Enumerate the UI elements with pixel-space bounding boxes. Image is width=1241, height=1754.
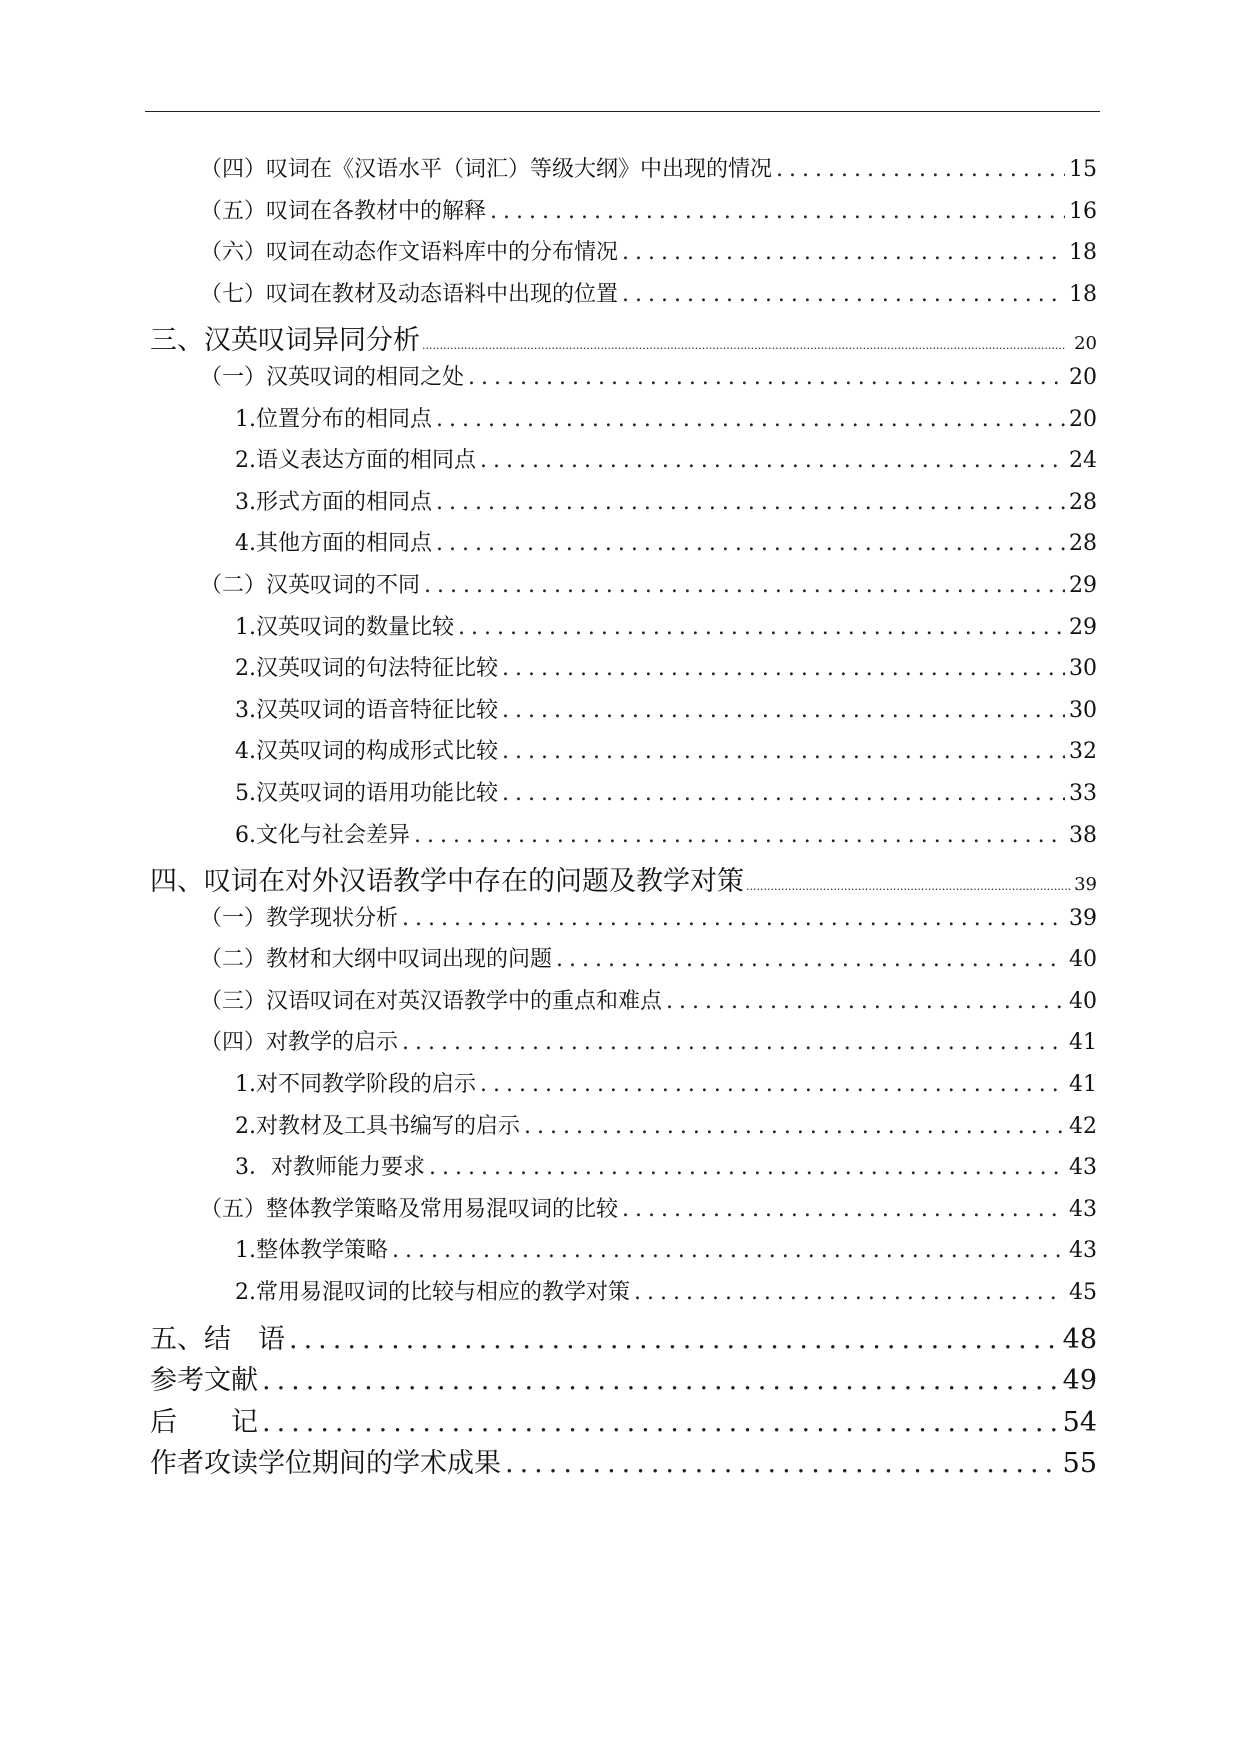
toc-entry-title: 1.对不同教学阶段的启示 bbox=[235, 1072, 476, 1098]
toc-entry-title: （五）整体教学策略及常用易混叹词的比较 bbox=[200, 1196, 619, 1222]
toc-entry-title: 五、结 语 bbox=[150, 1323, 285, 1355]
dot-leader bbox=[289, 1324, 1059, 1355]
header-rule bbox=[145, 111, 1100, 112]
toc-entry[interactable] bbox=[150, 318, 1097, 360]
toc-entry[interactable] bbox=[150, 776, 1097, 818]
dot-leader bbox=[458, 615, 1065, 640]
dot-leader bbox=[436, 407, 1065, 432]
toc-entry-title: 4.汉英叹词的构成形式比较 bbox=[235, 739, 498, 765]
toc-entry[interactable] bbox=[150, 693, 1097, 735]
toc-entry-page-number: 41 bbox=[1069, 1072, 1097, 1098]
toc-entry-page-number: 43 bbox=[1069, 1155, 1097, 1181]
toc-entry[interactable] bbox=[150, 235, 1097, 277]
toc-entry[interactable] bbox=[150, 402, 1097, 444]
toc-entry-page-number: 20 bbox=[1069, 364, 1097, 390]
toc-entry[interactable] bbox=[150, 651, 1097, 693]
toc-entry-page-number: 20 bbox=[1074, 333, 1097, 355]
toc-entry-title: 5.汉英叹词的语用功能比较 bbox=[235, 780, 498, 806]
toc-entry-title: 三、汉英叹词异同分析 bbox=[150, 325, 420, 357]
toc-entry-title: （一）教学现状分析 bbox=[200, 905, 399, 931]
dot-leader bbox=[402, 906, 1065, 931]
toc-entry-title: （六）叹词在动态作文语料库中的分布情况 bbox=[200, 240, 619, 266]
toc-entry[interactable] bbox=[150, 568, 1097, 610]
toc-entry-title: （五）叹词在各教材中的解释 bbox=[200, 198, 487, 224]
dot-leader bbox=[424, 573, 1065, 598]
toc-entry-page-number: 55 bbox=[1062, 1448, 1097, 1480]
toc-entry-title: （四）叹词在《汉语水平（词汇）等级大纲》中出现的情况 bbox=[200, 157, 773, 182]
dot-leader bbox=[502, 781, 1065, 806]
toc-entry-page-number: 16 bbox=[1069, 198, 1097, 224]
toc-entry-page-number: 49 bbox=[1062, 1365, 1097, 1397]
toc-entry-title: 作者攻读学位期间的学术成果 bbox=[150, 1448, 501, 1480]
dot-leader bbox=[436, 490, 1065, 515]
toc-entry[interactable] bbox=[150, 152, 1097, 194]
dot-leader bbox=[622, 1197, 1065, 1222]
toc-entry[interactable] bbox=[150, 984, 1097, 1026]
toc-entry-page-number: 24 bbox=[1069, 448, 1097, 474]
toc-entry-title: （四）对教学的启示 bbox=[200, 1030, 399, 1056]
toc-entry-title: 3.汉英叹词的语音特征比较 bbox=[235, 697, 498, 723]
toc-entry[interactable] bbox=[150, 443, 1097, 485]
toc-entry-title: 后 记 bbox=[150, 1406, 258, 1438]
dot-leader bbox=[776, 157, 1065, 182]
dot-leader bbox=[666, 989, 1065, 1014]
toc-entry-title: （二）汉英叹词的不同 bbox=[200, 572, 421, 598]
toc-entry-title: 1.整体教学策略 bbox=[235, 1238, 388, 1264]
toc-entry-title: 1.位置分布的相同点 bbox=[235, 406, 432, 432]
toc-entry-page-number: 29 bbox=[1069, 614, 1097, 640]
toc-entry-page-number: 39 bbox=[1074, 874, 1097, 896]
dot-leader bbox=[429, 1155, 1065, 1180]
toc-entry-page-number: 18 bbox=[1069, 240, 1097, 266]
toc-entry-page-number: 54 bbox=[1062, 1406, 1097, 1438]
dot-leader bbox=[480, 448, 1065, 473]
dot-leader bbox=[622, 282, 1065, 307]
dot-leader bbox=[392, 1238, 1065, 1263]
toc-entry[interactable] bbox=[150, 1441, 1097, 1483]
toc-entry-page-number: 39 bbox=[1069, 905, 1097, 931]
dot-leader bbox=[746, 880, 1070, 893]
dot-leader bbox=[524, 1114, 1065, 1139]
toc-entry[interactable] bbox=[150, 526, 1097, 568]
toc-entry-title: 2.常用易混叹词的比较与相应的教学对策 bbox=[235, 1280, 630, 1306]
dot-leader bbox=[480, 1072, 1065, 1097]
dot-leader bbox=[262, 1365, 1059, 1396]
toc-entry-title: （二）教材和大纲中叹词出现的问题 bbox=[200, 947, 553, 973]
toc-entry[interactable] bbox=[150, 1067, 1097, 1109]
toc-entry[interactable] bbox=[150, 1358, 1097, 1400]
toc-entry[interactable] bbox=[150, 859, 1097, 901]
toc-entry-title: 1.汉英叹词的数量比较 bbox=[235, 614, 454, 640]
toc-entry-page-number: 30 bbox=[1069, 697, 1097, 723]
toc-entry-page-number: 30 bbox=[1069, 656, 1097, 682]
toc-entry-title: 3.形式方面的相同点 bbox=[235, 489, 432, 515]
toc-entry[interactable] bbox=[150, 277, 1097, 319]
toc-entry[interactable] bbox=[150, 1192, 1097, 1234]
toc-entry-page-number: 40 bbox=[1069, 947, 1097, 973]
toc-entry[interactable] bbox=[150, 1233, 1097, 1275]
toc-entry[interactable] bbox=[150, 1150, 1097, 1192]
toc-entry[interactable] bbox=[150, 1109, 1097, 1151]
dot-leader bbox=[502, 656, 1065, 681]
toc-entry-page-number: 29 bbox=[1069, 572, 1097, 598]
dot-leader bbox=[422, 339, 1070, 352]
dot-leader bbox=[556, 947, 1065, 972]
toc-entry-title: 2.汉英叹词的句法特征比较 bbox=[235, 656, 498, 682]
toc-entry-page-number: 42 bbox=[1069, 1113, 1097, 1139]
dot-leader bbox=[468, 365, 1065, 390]
toc-entry-title: 2.对教材及工具书编写的启示 bbox=[235, 1113, 520, 1139]
toc-entry-page-number: 32 bbox=[1069, 739, 1097, 765]
dot-leader bbox=[505, 1448, 1059, 1479]
toc-entry-page-number: 18 bbox=[1069, 281, 1097, 307]
toc-entry-title: 2.语义表达方面的相同点 bbox=[235, 448, 476, 474]
dot-leader bbox=[414, 823, 1065, 848]
table-of-contents bbox=[150, 152, 1097, 1483]
dot-leader bbox=[502, 739, 1065, 764]
toc-entry[interactable] bbox=[150, 1317, 1097, 1359]
dot-leader bbox=[262, 1407, 1059, 1438]
toc-entry-page-number: 43 bbox=[1069, 1196, 1097, 1222]
toc-entry-page-number: 28 bbox=[1069, 531, 1097, 557]
toc-entry[interactable] bbox=[150, 942, 1097, 984]
toc-entry-title: （一）汉英叹词的相同之处 bbox=[200, 364, 465, 390]
toc-entry-page-number: 38 bbox=[1069, 822, 1097, 848]
dot-leader bbox=[436, 531, 1065, 556]
toc-entry[interactable] bbox=[150, 360, 1097, 402]
toc-entry-page-number: 41 bbox=[1069, 1030, 1097, 1056]
toc-entry-page-number: 20 bbox=[1069, 406, 1097, 432]
toc-entry-page-number: 28 bbox=[1069, 489, 1097, 515]
toc-entry-page-number: 48 bbox=[1062, 1323, 1097, 1355]
toc-entry[interactable] bbox=[150, 901, 1097, 943]
toc-entry-page-number: 33 bbox=[1069, 780, 1097, 806]
toc-entry[interactable] bbox=[150, 818, 1097, 860]
toc-entry[interactable] bbox=[150, 734, 1097, 776]
toc-entry-title: （三）汉语叹词在对英汉语教学中的重点和难点 bbox=[200, 988, 663, 1014]
toc-entry[interactable] bbox=[150, 1275, 1097, 1317]
toc-entry[interactable] bbox=[150, 1400, 1097, 1442]
toc-entry-title: 四、叹词在对外汉语教学中存在的问题及教学对策 bbox=[150, 866, 744, 898]
toc-entry-title: 6.文化与社会差异 bbox=[235, 822, 410, 848]
toc-entry-page-number: 45 bbox=[1069, 1280, 1097, 1306]
toc-entry-page-number: 43 bbox=[1069, 1238, 1097, 1264]
dot-leader bbox=[502, 698, 1065, 723]
toc-entry-page-number: 15 bbox=[1069, 157, 1097, 182]
toc-entry-title: 3．对教师能力要求 bbox=[235, 1155, 425, 1181]
toc-entry[interactable] bbox=[150, 610, 1097, 652]
toc-entry-title: 4.其他方面的相同点 bbox=[235, 531, 432, 557]
toc-entry-title: （七）叹词在教材及动态语料中出现的位置 bbox=[200, 281, 619, 307]
dot-leader bbox=[490, 199, 1065, 224]
toc-entry[interactable] bbox=[150, 194, 1097, 236]
toc-entry[interactable] bbox=[150, 1025, 1097, 1067]
dot-leader bbox=[622, 240, 1065, 265]
toc-entry-page-number: 40 bbox=[1069, 988, 1097, 1014]
dot-leader bbox=[634, 1280, 1065, 1305]
toc-entry[interactable] bbox=[150, 485, 1097, 527]
dot-leader bbox=[402, 1030, 1065, 1055]
toc-entry-title: 参考文献 bbox=[150, 1365, 258, 1397]
